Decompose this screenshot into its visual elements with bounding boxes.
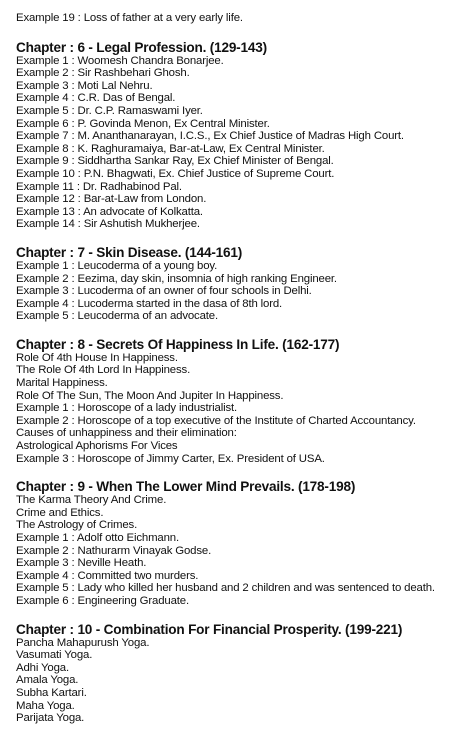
chapter-entry: Example 2 : Nathurarm Vinayak Godse.	[16, 544, 212, 557]
chapter-entry: Example 1 : Woomesh Chandra Bonarjee.	[16, 54, 224, 67]
chapter-entry: Astrological Aphorisms For Vices	[16, 440, 178, 453]
chapter-entry: The Astrology of Crimes.	[16, 519, 138, 532]
chapter-entry: Example 10 : P.N. Bhagwati, Ex. Chief Justice of Supreme Court.	[16, 167, 335, 180]
chapter-list	[16, 40, 460, 725]
chapter-entry: Example 3 : Lucoderma of an owner of four schools in Delhi.	[16, 285, 312, 298]
chapter-entry: Example 6 : P. Govinda Menon, Ex Central Minister.	[16, 117, 270, 130]
chapter-heading: Chapter : 8 - Secrets Of Happiness In Life. (162-177)	[16, 336, 340, 352]
chapter-heading: Chapter : 9 - When The Lower Mind Prevails. (178-198)	[16, 479, 356, 495]
chapter-section	[16, 40, 460, 231]
chapter-entry: Example 9 : Siddhartha Sankar Ray, Ex Chief Minister of Bengal.	[16, 155, 334, 168]
chapter-entry: Example 5 : Lady who killed her husband and 2 children and was sentenced to death.	[16, 582, 435, 595]
chapter-heading: Chapter : 6 - Legal Profession. (129-143)	[16, 39, 267, 55]
chapter-entry: Crime and Ethics.	[16, 506, 104, 519]
chapter-entry: Example 13 : An advocate of Kolkatta.	[16, 205, 203, 218]
chapter-entry: Example 6 : Engineering Graduate.	[16, 594, 189, 607]
chapter-entry: Example 2 : Sir Rashbehari Ghosh.	[16, 67, 190, 80]
chapter-entry: Example 5 : Dr. C.P. Ramaswami Iyer.	[16, 104, 203, 117]
chapter-entry: Example 3 : Neville Heath.	[16, 557, 147, 570]
chapter-entry: The Karma Theory And Crime.	[16, 494, 167, 507]
chapter-entry: Role Of 4th House In Happiness.	[16, 351, 178, 364]
chapter-entry: Example 1 : Adolf otto Eichmann.	[16, 532, 179, 544]
chapter-entry: Example 11 : Dr. Radhabinod Pal.	[16, 180, 182, 193]
chapter-entry: Vasumati Yoga.	[16, 649, 93, 662]
chapter-section	[16, 479, 460, 607]
chapter-entry: Adhi Yoga.	[16, 661, 69, 674]
chapter-section	[16, 622, 460, 725]
chapter-entry: Example 2 : Eezima, day skin, insomnia of high ranking Engineer.	[16, 272, 337, 285]
chapter-entry: Parijata Yoga.	[16, 712, 85, 725]
chapter-entry: Amala Yoga.	[16, 674, 79, 687]
chapter-entry: Example 4 : Lucoderma started in the dasa of 8th lord.	[16, 297, 283, 310]
chapter-heading: Chapter : 7 - Skin Disease. (144-161)	[16, 244, 243, 260]
chapter-entry: Example 2 : Horoscope of a top executive of the Institute of Charted Accountancy.	[16, 414, 416, 427]
chapter-entry: Subha Kartari.	[16, 686, 87, 699]
chapter-entry: Example 7 : M. Ananthanarayan, I.C.S., Ex Chief Justice of Madras High Court.	[16, 130, 404, 143]
chapter-entry: Pancha Mahapurush Yoga.	[16, 636, 150, 649]
chapter-entry: The Role Of 4th Lord In Happiness.	[16, 364, 191, 377]
chapter-entry: Example 3 : Moti Lal Nehru.	[16, 79, 153, 92]
chapter-entry: Example 4 : Committed two murders.	[16, 569, 199, 582]
chapter-entry: Example 5 : Leucoderma of an advocate.	[16, 310, 218, 323]
chapter-entry: Example 3 : Horoscope of Jimmy Carter, Ex. President of USA.	[16, 452, 325, 465]
chapter-entry: Role Of The Sun, The Moon And Jupiter In Happiness.	[16, 389, 284, 402]
chapter-entry: Example 4 : C.R. Das of Bengal.	[16, 92, 176, 105]
chapter-entry: Example 8 : K. Raghuramaiya, Bar-at-Law, Ex Central Minister.	[16, 142, 325, 155]
chapter-entry: Marital Happiness.	[16, 377, 108, 390]
chapter-entry: Example 1 : Horoscope of a lady industrialist.	[16, 402, 238, 415]
chapter-heading: Chapter : 10 - Combination For Financial Prosperity. (199-221)	[16, 621, 403, 637]
chapter-entry: Example 12 : Bar-at-Law from London.	[16, 193, 207, 206]
chapter-entry: Causes of unhappiness and their elimination:	[16, 427, 237, 440]
chapter-entry: Maha Yoga.	[16, 699, 75, 712]
chapter-entry: Example 1 : Leucoderma of a young boy.	[16, 259, 218, 272]
chapter-section	[16, 245, 460, 323]
chapter-section	[16, 337, 460, 465]
intro-line: Example 19 : Loss of father at a very early life.	[16, 12, 243, 24]
chapter-entry: Example 14 : Sir Ashutish Mukherjee.	[16, 218, 200, 231]
